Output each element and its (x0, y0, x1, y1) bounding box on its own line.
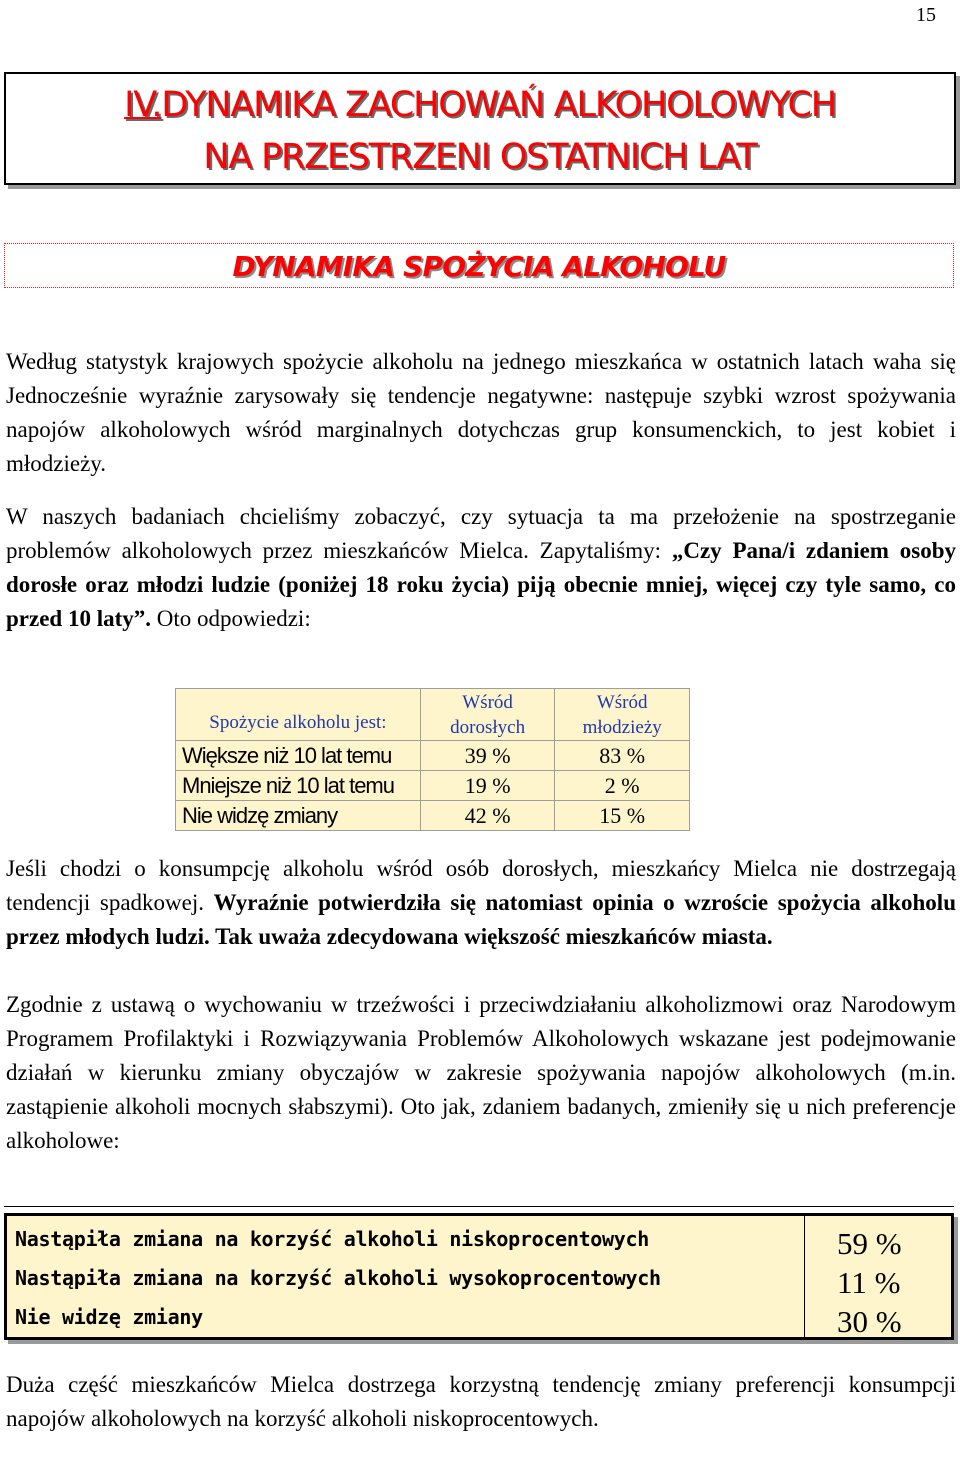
preference-row-value: 30 % (837, 1304, 902, 1339)
header-adults-line-2: dorosłych (450, 717, 526, 738)
row-label: Mniejsze niż 10 lat temu (176, 771, 421, 801)
table-header-youth (555, 689, 690, 741)
consumption-change-table (175, 688, 690, 831)
paragraph-findings-bold: Wyraźnie potwierdziła się natomiast opinia o wzroście spożycia alkoholu przez młodych ludzi. Tak uważa zdecydowana większość mieszkańców miasta. (6, 890, 956, 949)
section-heading-box (4, 243, 954, 288)
paragraph-intro: Według statystyk krajowych spożycie alkoholu na jednego mieszkańca w ostatnich latach waha się Jednocześnie wyraźnie zarysowały się tendencje negatywne: następuje szybki wzrost spożywania napojów alkoholowych wśród marginalnych dotychczas grup konsumenckich, to jest kobiet i młodzieży. (6, 349, 956, 476)
header-adults-line-1: Wśród (462, 692, 513, 713)
survey-question: „Czy Pana/i zdaniem osoby dorosłe oraz młodzi ludzie (poniżej 18 roku życia) piją obecnie mniej, więcej czy tyle samo, co przed 10 laty”. (6, 538, 956, 631)
table-row (176, 771, 690, 801)
preference-row-label: Nie widzę zmiany (15, 1305, 203, 1329)
table-header-adults (420, 689, 555, 741)
table-column-divider (804, 1216, 805, 1337)
paragraph-conclusion: Duża część mieszkańców Mielca dostrzega korzystną tendencję zmiany preferencji konsumpcji napojów alkoholowych na korzyść alkoholi niskoprocentowych. (6, 1372, 956, 1431)
page-number: 15 (916, 4, 936, 26)
table-row (176, 801, 690, 831)
value-youth: 2 % (555, 771, 690, 801)
preference-row-value: 59 % (837, 1226, 902, 1261)
table-header-row (176, 689, 690, 741)
table-header-label: Spożycie alkoholu jest: (176, 689, 421, 741)
value-youth: 15 % (555, 801, 690, 831)
paragraph-survey-question (6, 500, 956, 636)
chapter-title-line-2: NA PRZESTRZENI OSTATNICH LAT (203, 137, 757, 177)
preference-change-table (4, 1213, 954, 1340)
chapter-title-line-1 (6, 85, 954, 125)
preference-row-label: Nastąpiła zmiana na korzyść alkoholi niskoprocentowych (15, 1227, 650, 1251)
chapter-number: IV. (124, 85, 162, 125)
header-youth-line-1: Wśród (596, 692, 648, 713)
row-label: Większe niż 10 lat temu (176, 741, 421, 771)
paragraph-survey-outro: Oto odpowiedzi: (151, 606, 311, 631)
value-adults: 42 % (420, 801, 555, 831)
value-youth: 83 % (555, 741, 690, 771)
header-youth-line-2: młodzieży (582, 717, 662, 738)
value-adults: 39 % (420, 741, 555, 771)
paragraph-law-context: Zgodnie z ustawą o wychowaniu w trzeźwości i przeciwdziałaniu alkoholizmowi oraz Narodowym Programem Profilaktyki i Rozwiązywania Problemów Alkoholowych wskazane jest podejmowanie działań w kierunku zmiany obyczajów w zakresie spożywania napojów alkoholowych (m.in. zastąpienie alkoholi mocnych słabszymi). Oto jak, zdaniem badanych, zmieniły się u nich preferencje alkoholowe: (6, 992, 956, 1153)
paragraph-findings-normal: Jeśli chodzi o konsumpcję alkoholu wśród osób dorosłych, mieszkańcy Mielca nie dostrzegają tendencji spadkowej. (6, 856, 956, 915)
preference-row-label: Nastąpiła zmiana na korzyść alkoholi wysokoprocentowych (15, 1266, 661, 1290)
preference-row-value: 11 % (837, 1265, 901, 1300)
chapter-heading-box (4, 72, 956, 185)
paragraph-survey-intro: W naszych badaniach chcieliśmy zobaczyć, czy sytuacja ta ma przełożenie na spostrzeganie problemów alkoholowych przez mieszkańców Mielca. Zapytaliśmy: (6, 504, 956, 563)
value-adults: 19 % (420, 771, 555, 801)
row-label: Nie widzę zmiany (176, 801, 421, 831)
paragraph-findings (6, 852, 956, 954)
chapter-title-text-1: DYNAMIKA ZACHOWAŃ ALKOHOLOWYCH (161, 85, 836, 125)
table-row (176, 741, 690, 771)
section-title: DYNAMIKA SPOŻYCIA ALKOHOLU (232, 250, 726, 283)
